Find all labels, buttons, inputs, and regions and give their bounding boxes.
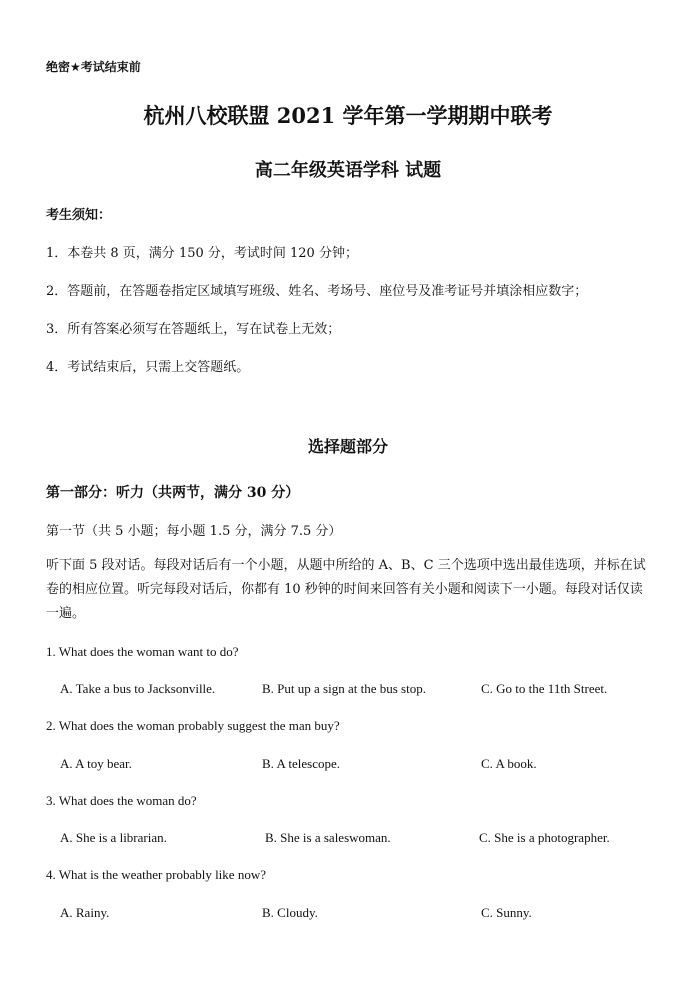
section-heading: 选择题部分	[307, 437, 388, 456]
notice-item: 3．所有答案必须写在答题纸上，写在试卷上无效；	[46, 322, 341, 337]
question-4: 4. What is the weather probably like now?	[46, 867, 266, 882]
option-b: B. She is a saleswoman.	[265, 830, 391, 845]
notice-item: 1．本卷共 8 页，满分 150 分，考试时间 120 分钟；	[46, 246, 358, 261]
instructions-paragraph: 听下面 5 段对话。每段对话后有一个小题，从题中所给的 A、B、C 三个选项中选出最佳选项，并标在试卷的相应位置。听完每段对话后，你都有 10 秒钟的时间来回答有关小题和阅读下一小题。每段对话仅读一遍。	[46, 558, 646, 621]
option-b: B. A telescope.	[262, 756, 340, 771]
option-c: C. A book.	[481, 756, 537, 771]
exam-subtitle: 高二年级英语学科 试题	[254, 160, 442, 181]
option-c: C. Sunny.	[481, 905, 532, 920]
exam-title: 杭州八校联盟 2021 学年第一学期期中联考	[143, 103, 553, 128]
option-c: C. She is a photographer.	[479, 830, 610, 845]
notice-item: 4．考试结束后，只需上交答题纸。	[46, 360, 250, 375]
notice-heading: 考生须知：	[46, 208, 112, 223]
option-a: A. A toy bear.	[60, 756, 132, 771]
option-b: B. Put up a sign at the bus stop.	[262, 681, 426, 696]
part-heading: 第一部分：听力（共两节，满分 30 分）	[46, 485, 300, 501]
confidential-label: 绝密★考试结束前	[46, 60, 141, 74]
subsection-heading: 第一节（共 5 小题；每小题 1.5 分，满分 7.5 分）	[46, 524, 342, 539]
option-a: A. She is a librarian.	[60, 830, 167, 845]
question-2: 2. What does the woman probably suggest the man buy?	[46, 718, 340, 733]
question-1: 1. What does the woman want to do?	[46, 644, 239, 659]
option-a: A. Take a bus to Jacksonville.	[60, 681, 216, 696]
option-c: C. Go to the 11th Street.	[481, 681, 608, 696]
option-a: A. Rainy.	[60, 905, 110, 920]
question-3: 3. What does the woman do?	[46, 793, 197, 808]
option-b: B. Cloudy.	[262, 905, 318, 920]
notice-item: 2．答题前，在答题卷指定区域填写班级、姓名、考场号、座位号及准考证号并填涂相应数字；	[46, 284, 588, 299]
